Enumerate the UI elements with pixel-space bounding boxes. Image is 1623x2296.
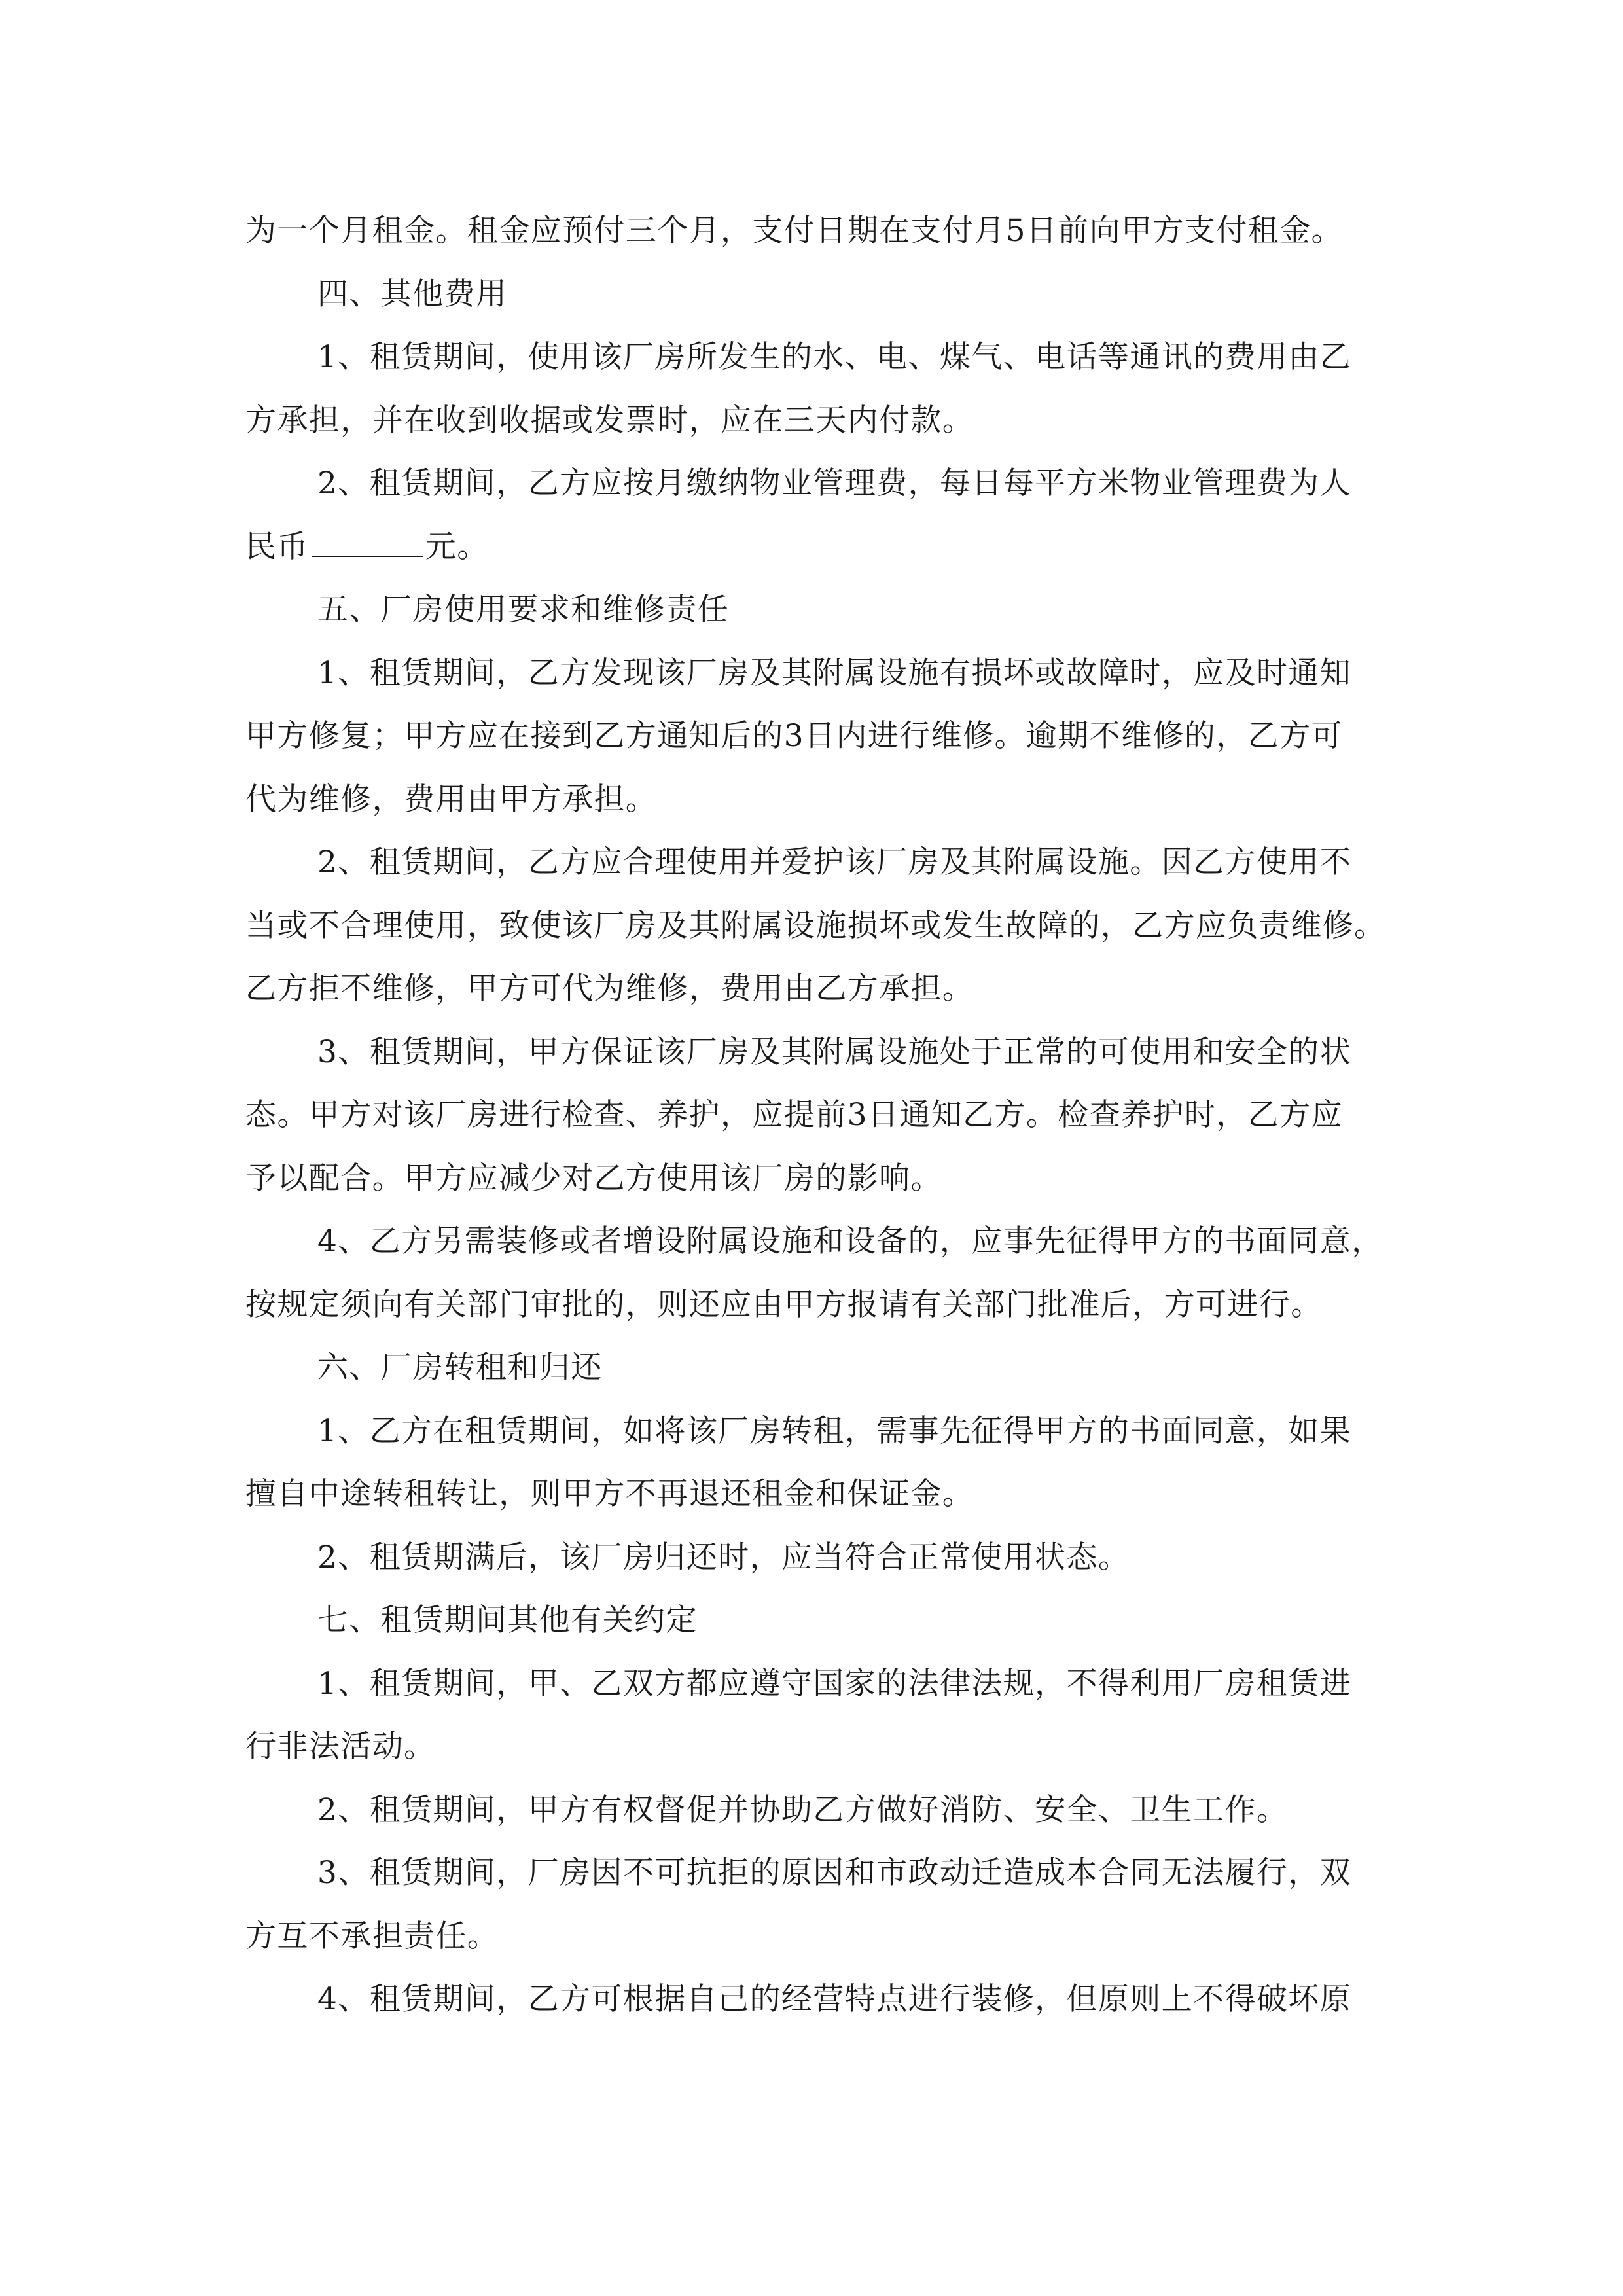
- text-line: 乙方拒不维修，甲方可代为维修，费用由乙方承担。: [245, 971, 974, 1007]
- text-line: 2、租赁期间，乙方应按月缴纳物业管理费，每日每平方米物业管理费为人: [317, 465, 1352, 501]
- text-line: 当或不合理使用，致使该厂房及其附属设施损坏或发生故障的，乙方应负责维修。: [245, 907, 1386, 944]
- text-line: 按规定须向有关部门审批的，则还应由甲方报请有关部门批准后，方可进行。: [245, 1286, 1323, 1323]
- text-line: 态。甲方对该厂房进行检查、养护，应提前3日通知乙方。检查养护时，乙方应: [245, 1097, 1343, 1133]
- text-line: 方互不承担责任。: [245, 1918, 499, 1954]
- text-before-blank: 民币: [245, 528, 309, 565]
- text-line: 2、租赁期间，乙方应合理使用并爱护该厂房及其附属设施。因乙方使用不: [317, 844, 1352, 880]
- text-line: 1、乙方在租赁期间，如将该厂房转租，需事先征得甲方的书面同意，如果: [317, 1412, 1352, 1449]
- text-after-blank: 元。: [425, 528, 489, 565]
- text-line: 2、租赁期满后，该厂房归还时，应当符合正常使用状态。: [317, 1539, 1130, 1575]
- text-line: 4、租赁期间，乙方可根据自己的经营特点进行装修，但原则上不得破坏原: [317, 1981, 1352, 2017]
- text-line: 予以配合。甲方应减少对乙方使用该厂房的影响。: [245, 1160, 942, 1196]
- text-line: 甲方修复；甲方应在接到乙方通知后的3日内进行维修。逾期不维修的，乙方可: [245, 718, 1343, 754]
- text-line: 行非法活动。: [245, 1729, 436, 1765]
- section-heading-other-fees: 四、其他费用: [317, 276, 508, 312]
- section-heading-usage-and-maintenance: 五、厂房使用要求和维修责任: [317, 592, 730, 628]
- text-line: 1、租赁期间，乙方发现该厂房及其附属设施有损坏或故障时，应及时通知: [317, 655, 1352, 691]
- text-line: 4、乙方另需装修或者增设附属设施和设备的，应事先征得甲方的书面同意，: [317, 1223, 1383, 1259]
- document-body: [245, 200, 1386, 2032]
- text-line: 1、租赁期间，甲、乙双方都应遵守国家的法律法规，不得利用厂房租赁进: [317, 1665, 1352, 1702]
- text-line: 方承担，并在收到收据或发票时，应在三天内付款。: [245, 402, 974, 439]
- section-heading-sublease-and-return: 六、厂房转租和归还: [317, 1350, 603, 1386]
- fill-in-blank: [312, 556, 423, 557]
- text-line: 1、租赁期间，使用该厂房所发生的水、电、煤气、电话等通讯的费用由乙: [317, 339, 1352, 375]
- text-line: 代为维修，费用由甲方承担。: [245, 781, 658, 817]
- text-line: 2、租赁期间，甲方有权督促并协助乙方做好消防、安全、卫生工作。: [317, 1791, 1289, 1828]
- text-line: 3、租赁期间，甲方保证该厂房及其附属设施处于正常的可使用和安全的状: [317, 1033, 1352, 1070]
- text-line: 擅自中途转租转让，则甲方不再退还租金和保证金。: [245, 1476, 974, 1512]
- section-heading-other-agreements: 七、租赁期间其他有关约定: [317, 1602, 698, 1638]
- text-line: 3、租赁期间，厂房因不可抗拒的原因和市政动迁造成本合同无法履行，双: [317, 1855, 1352, 1891]
- text-line-with-blank: [245, 516, 1378, 579]
- text-line: 为一个月租金。租金应预付三个月，支付日期在支付月5日前向甲方支付租金。: [245, 213, 1343, 249]
